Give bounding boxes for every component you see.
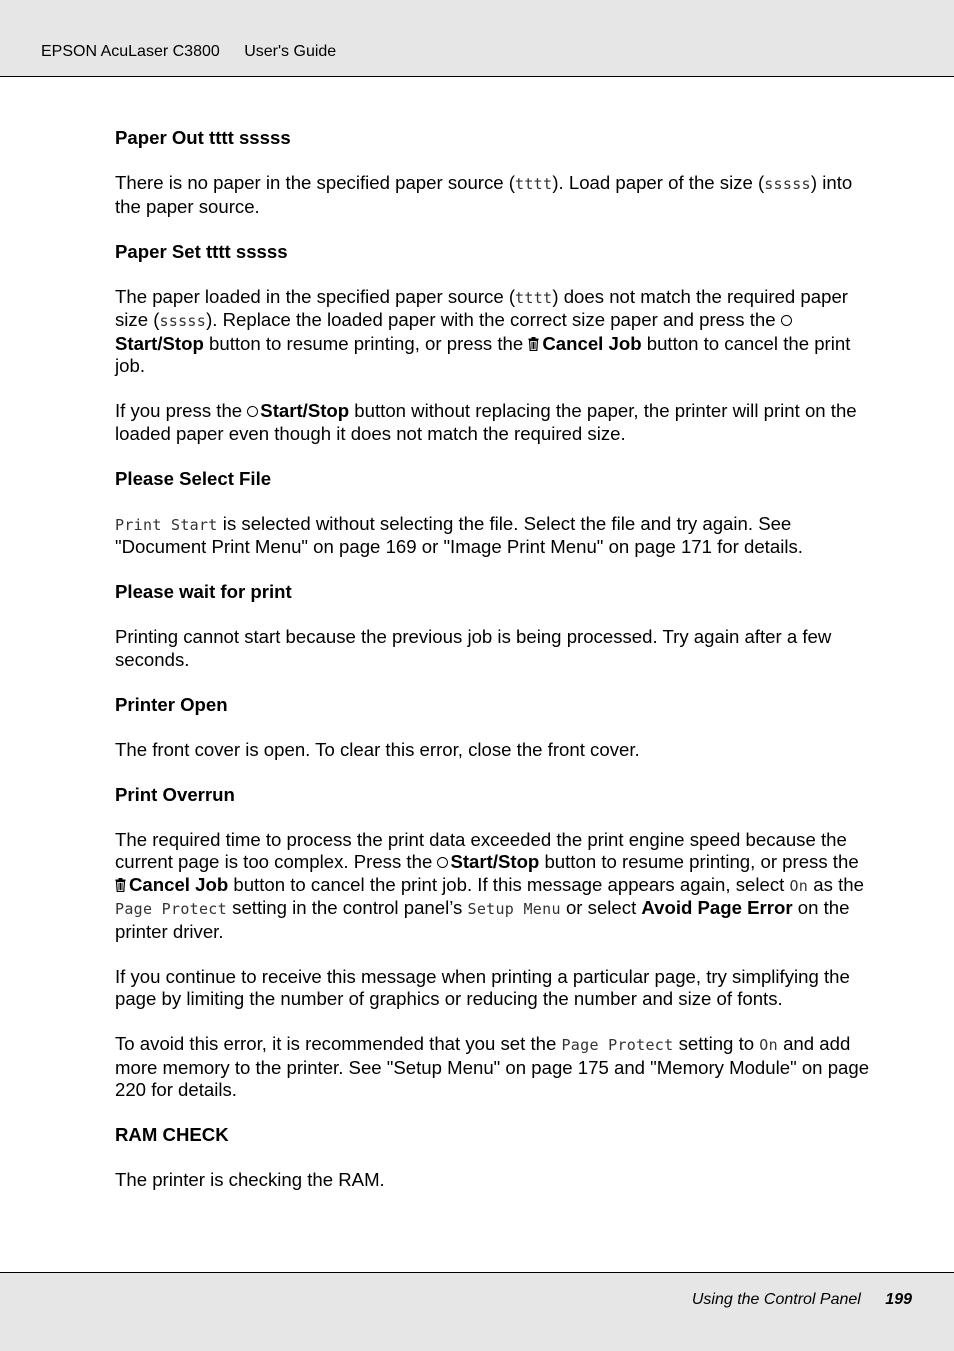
paragraph-select-file [115, 513, 875, 559]
paragraph-paper-set-2 [115, 400, 875, 445]
text-run: is selected without selecting the file. Select the file and try again. See "Document Print Menu" on page 169 or "Image Print Menu" on page 171 for details. [115, 512, 803, 557]
text-run: If you press the [115, 400, 248, 421]
section-heading-wait-for-print: Please wait for print [115, 581, 292, 602]
main-content [115, 127, 875, 1214]
footer-text [692, 1291, 912, 1309]
cancel-job-trash-icon [115, 878, 126, 892]
text-run: ). Replace the loaded paper with the correct size paper and press the [206, 309, 781, 330]
page-header [0, 0, 954, 77]
text-run: button to cancel the print job. [115, 332, 851, 376]
text-run: or select [560, 897, 642, 918]
text-run: To avoid this error, it is recommended that you set the [115, 1033, 562, 1054]
cancel-job-label: Cancel Job [129, 873, 229, 895]
code-print-start: Print Start [115, 515, 218, 534]
avoid-page-error-label: Avoid Page Error [641, 897, 793, 918]
start-stop-circle-icon [781, 315, 792, 326]
code-page-protect: Page Protect [561, 1036, 674, 1054]
section-heading-select-file: Please Select File [115, 467, 272, 489]
cancel-job-label: Cancel Job [542, 332, 642, 354]
start-stop-circle-icon [247, 406, 258, 417]
paragraph-printer-open: The front cover is open. To clear this error, close the front cover. [115, 738, 640, 760]
text-run: ) into the paper source. [115, 172, 853, 217]
text-run: The paper loaded in the specified paper source ( [115, 285, 516, 307]
page-number: 199 [885, 1291, 912, 1308]
text-run: There is no paper in the specified paper source ( [115, 172, 515, 193]
code-tttt: tttt [515, 175, 553, 193]
code-sssss: sssss [764, 175, 811, 193]
start-stop-label: Start/Stop [260, 400, 350, 421]
paragraph-paper-out [115, 172, 875, 218]
text-run: and add more memory to the printer. See "Setup Menu" on page 175 and "Memory Module" on page 220 for details. [115, 1033, 870, 1100]
text-run: on the printer driver. [115, 897, 850, 942]
start-stop-label: Start/Stop [450, 851, 540, 872]
paragraph-wait-for-print: Printing cannot start because the previous job is being processed. Try again after a few seconds. [115, 626, 832, 670]
text-run: button to resume printing, or press the [203, 332, 529, 354]
code-page-protect: Page Protect [115, 900, 227, 918]
start-stop-label: Start/Stop [115, 332, 204, 354]
manual-subtitle: User's Guide [244, 43, 337, 60]
footer-section-title: Using the Control Panel [691, 1291, 861, 1308]
text-run: button to cancel the print job. If this message appears again, select [228, 873, 790, 895]
code-setup-menu: Setup Menu [467, 900, 561, 918]
start-stop-circle-icon [437, 857, 448, 868]
section-heading-print-overrun: Print Overrun [115, 783, 235, 805]
text-run: button to resume printing, or press the [539, 851, 859, 872]
text-run: button without replacing the paper, the printer will print on the loaded paper even though it does not match the required size. [115, 400, 857, 444]
paragraph-print-overrun-3 [115, 1033, 875, 1102]
paragraph-paper-set-1 [115, 286, 875, 378]
code-on: On [759, 1036, 778, 1054]
section-heading-paper-out: Paper Out tttt sssss [115, 127, 291, 148]
section-heading-printer-open: Printer Open [115, 693, 228, 715]
paragraph-ram-check: The printer is checking the RAM. [115, 1169, 385, 1190]
section-heading-ram-check: RAM CHECK [115, 1124, 229, 1145]
code-tttt: tttt [515, 288, 553, 307]
text-run: as the [808, 873, 864, 895]
text-run: ) does not match the required paper size ( [115, 285, 848, 330]
manual-title: EPSON AcuLaser C3800 [41, 43, 220, 60]
page-footer [0, 1272, 954, 1351]
text-run: The required time to process the print data exceeded the print engine speed because the current page is too complex. Press the [115, 828, 847, 872]
header-text [41, 43, 336, 61]
section-heading-paper-set: Paper Set tttt sssss [115, 240, 288, 262]
text-run: ). Load paper of the size ( [552, 172, 765, 193]
text-run: setting to [673, 1033, 760, 1054]
code-sssss: sssss [159, 312, 207, 330]
paragraph-print-overrun-2: If you continue to receive this message when printing a particular page, try simplifying the page by limiting the number of graphics or reducing the number and size of fonts. [115, 965, 850, 1009]
cancel-job-trash-icon [528, 337, 539, 351]
text-run: setting in the control panel’s [226, 897, 468, 918]
paragraph-print-overrun-1 [115, 829, 875, 944]
code-on: On [789, 876, 809, 895]
